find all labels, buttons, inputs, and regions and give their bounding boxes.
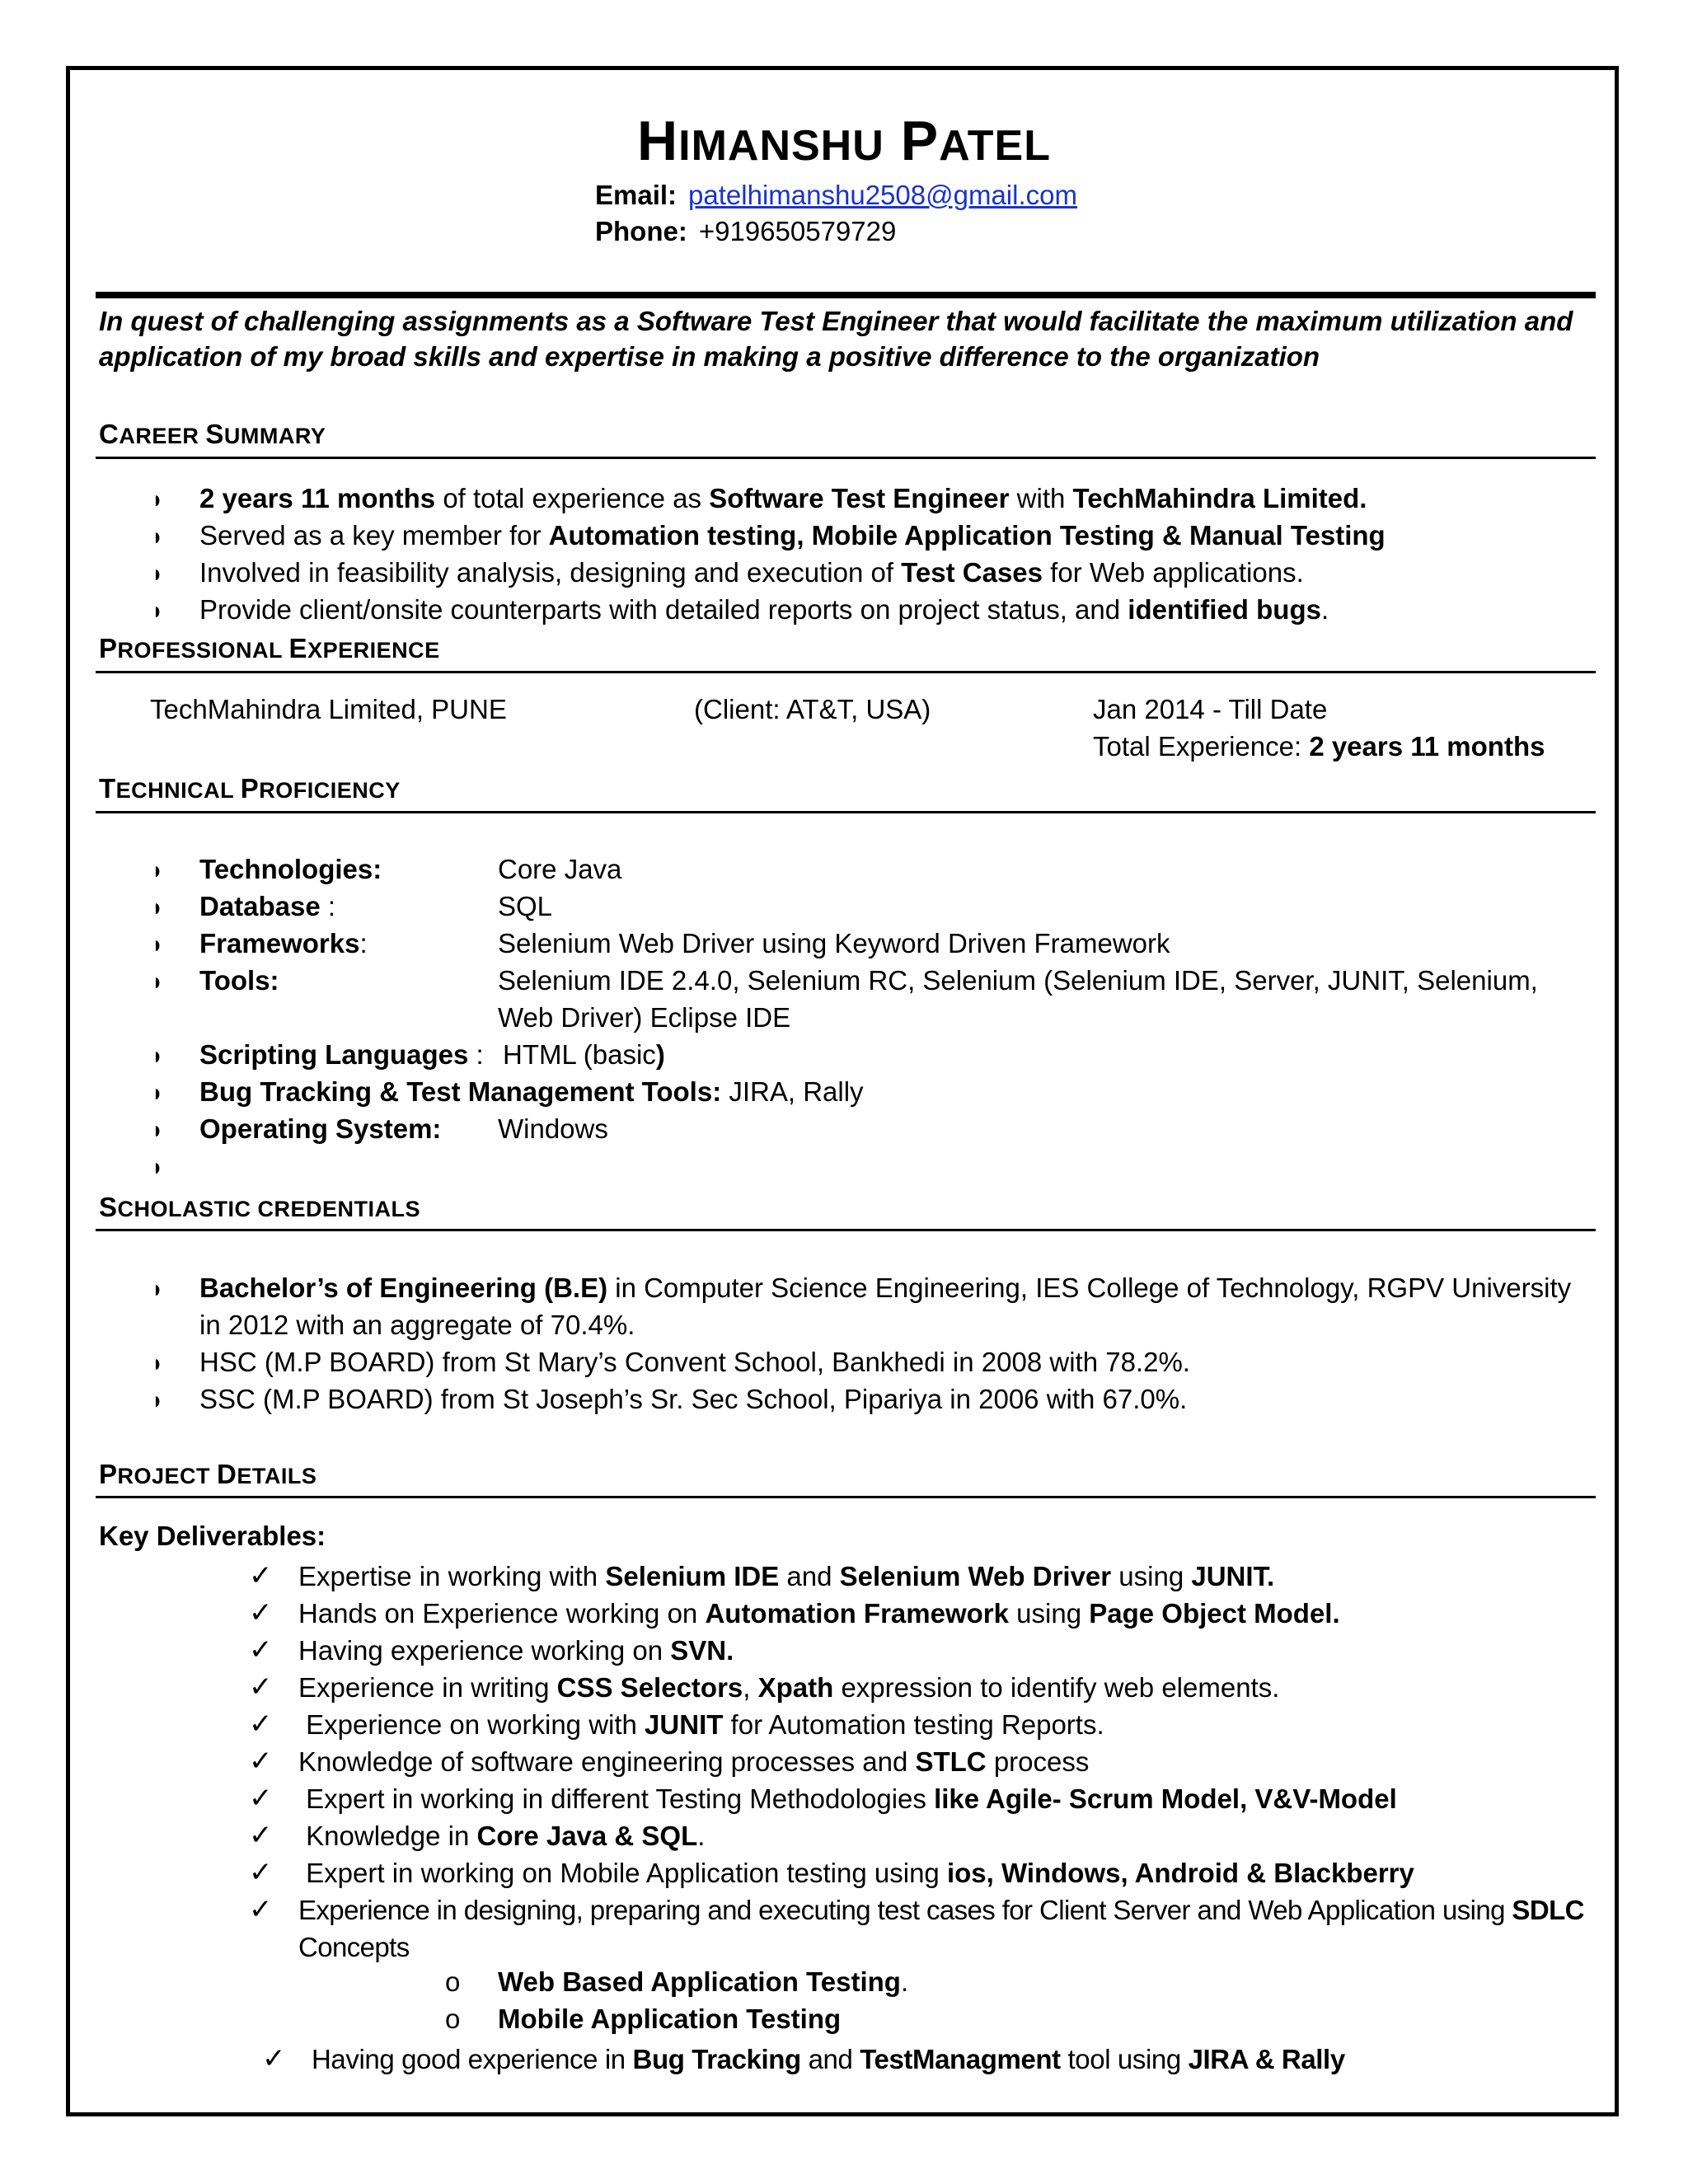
circle-bullet-icon: o [445,2004,461,2034]
checkmark-icon: ✓ [262,2043,286,2074]
company-name: TechMahindra Limited, PUNE [150,694,507,724]
bullet-icon: ◗ [152,931,163,958]
checkmark-icon: ✓ [249,1634,273,1666]
email-line [595,180,1077,211]
checkmark-icon: ✓ [249,1708,273,1740]
phone-value: +919650579729 [698,216,897,246]
total-experience: Total Experience: 2 years 11 months [1093,731,1545,762]
section-title-career-summary: CAREER SUMMARY [99,419,326,449]
bullet-icon: ◗ [152,894,163,921]
bullet-icon: ◗ [152,1117,163,1144]
checkmark-icon: ✓ [249,1783,273,1814]
section-title-technical-proficiency: TECHNICAL PROFICIENCY [99,773,401,804]
objective-rule [96,292,1596,298]
section-title-scholastic-credentials: SCHOLASTIC CREDENTIALS [99,1192,421,1222]
bullet-icon: ◗ [152,560,163,588]
candidate-name: HIMANSHU PATEL [637,110,1051,172]
email-label: Email: [595,180,678,210]
bullet-icon: ◗ [152,1043,163,1070]
phone-label: Phone: [595,216,687,246]
section-rule [96,671,1596,673]
client-name: (Client: AT&T, USA) [694,694,931,724]
checkmark-icon: ✓ [249,1820,273,1851]
bullet-icon: ◗ [152,1387,163,1414]
bullet-icon: ◗ [152,1154,163,1181]
checkmark-icon: ✓ [249,1560,273,1591]
bullet-icon: ◗ [152,857,163,884]
section-rule [96,1229,1596,1231]
bullet-icon: ◗ [152,523,163,551]
checkmark-icon: ✓ [249,1857,273,1888]
bullet-icon: ◗ [152,1350,163,1377]
circle-bullet-icon: o [445,1966,461,1997]
section-rule [96,811,1596,813]
bullet-icon: ◗ [152,486,163,513]
section-rule [96,1496,1596,1498]
section-rule [96,457,1596,459]
checkmark-icon: ✓ [249,1597,273,1629]
section-title-professional-experience: PROFESSIONAL EXPERIENCE [99,633,440,663]
section-title-project-details: PROJECT DETAILS [99,1459,317,1489]
objective-statement: In quest of challenging assignments as a Software Test Engineer that would facilitate the maximum utilization and application of my broad skills and expertise in making a positive difference to the organization [99,306,1573,372]
checkmark-icon: ✓ [249,1671,273,1703]
phone-line [595,216,896,247]
checkmark-icon: ✓ [249,1746,273,1777]
checkmark-icon: ✓ [249,1894,273,1925]
bullet-icon: ◗ [152,968,163,996]
bullet-icon: ◗ [152,1080,163,1107]
bullet-icon: ◗ [152,1276,163,1303]
employment-dates: Jan 2014 - Till Date [1093,694,1328,724]
bullet-icon: ◗ [152,598,163,625]
email-link[interactable]: patelhimanshu2508@gmail.com [688,180,1077,210]
key-deliverables-heading: Key Deliverables: [99,1521,326,1551]
